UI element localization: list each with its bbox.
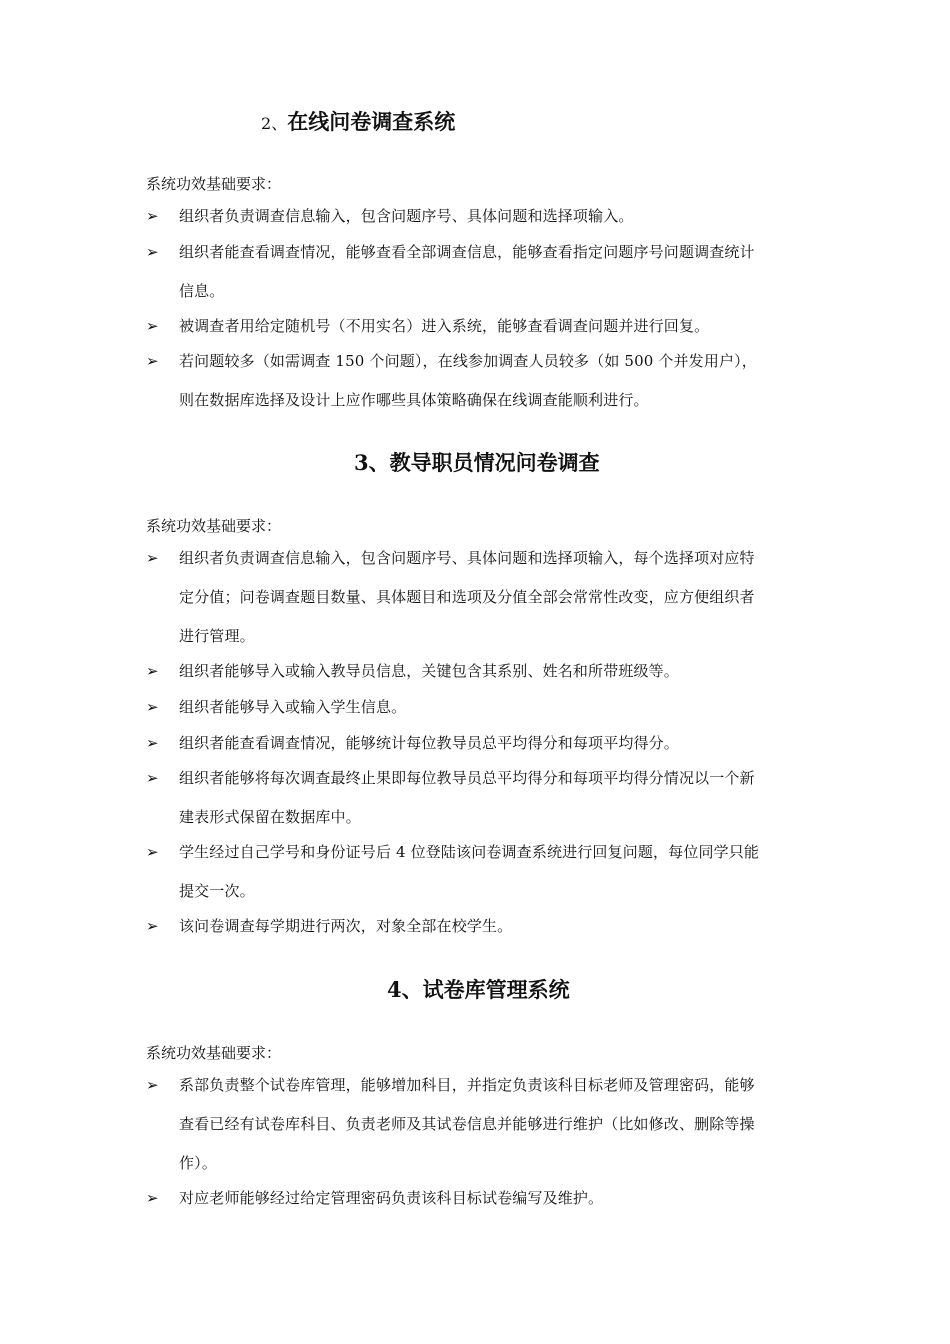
- bullet-arrow-icon: ➢: [146, 917, 159, 935]
- list-item-text: 定分值；问卷调查题目数量、具体题目和选项及分值全部会常常性改变，应方便组织者: [179, 588, 755, 606]
- bullet-arrow-icon: ➢: [146, 207, 159, 225]
- list-item: [146, 206, 826, 228]
- section-intro: 系统功效基础要求：: [146, 517, 282, 535]
- bullet-arrow-icon: ➢: [146, 317, 159, 335]
- section-heading-4: [387, 974, 570, 1004]
- bullet-arrow-icon: ➢: [146, 1189, 159, 1207]
- list-item-text: 组织者能查看调查情况，能够统计每位教导员总平均得分和每项平均得分。: [179, 734, 679, 752]
- list-item-text: 组织者能够导入或输入教导员信息，关键包含其系别、姓名和所带班级等。: [179, 662, 679, 680]
- list-item-text: 对应老师能够经过给定管理密码负责该科目标试卷编写及维护。: [179, 1189, 604, 1207]
- section-separator: 、: [368, 450, 390, 475]
- list-item-text: 组织者负责调查信息输入，包含问题序号、具体问题和选择项输入。: [179, 207, 634, 225]
- bullet-arrow-icon: ➢: [146, 698, 159, 716]
- bullet-arrow-icon: ➢: [146, 352, 159, 370]
- bullet-arrow-icon: ➢: [146, 1076, 159, 1094]
- list-item-text: 被调查者用给定随机号（不用实名）进入系统，能够查看调查问题并进行回复。: [179, 317, 710, 335]
- bullet-arrow-icon: ➢: [146, 243, 159, 261]
- list-item-text: 组织者能够将每次调查最终止果即每位教导员总平均得分和每项平均得分情况以一个新: [179, 769, 755, 787]
- section-title: 试卷库管理系统: [422, 977, 570, 1002]
- list-item-text: 信息。: [179, 282, 225, 300]
- section-title: 在线问卷调查系统: [287, 109, 456, 134]
- list-item: [146, 697, 826, 719]
- list-item-text: 则在数据库选择及设计上应作哪些具体策略确保在线调查能顺利进行。: [179, 391, 649, 409]
- section-intro: 系统功效基础要求：: [146, 1044, 282, 1062]
- section-separator: 、: [271, 114, 288, 133]
- list-item: [146, 242, 826, 302]
- section-heading-3: [354, 447, 600, 477]
- list-item: [146, 1188, 826, 1210]
- section-number: 2: [261, 114, 272, 133]
- list-item: [146, 916, 826, 938]
- list-item-text: 组织者能查看调查情况，能够查看全部调查信息，能够查看指定问题序号问题调查统计: [179, 243, 755, 261]
- list-item-text: 组织者能够导入或输入学生信息。: [179, 698, 407, 716]
- list-item-text: 作）。: [179, 1154, 217, 1172]
- list-item: [146, 1075, 826, 1175]
- list-item: [146, 316, 826, 338]
- section-separator: 、: [401, 977, 423, 1002]
- list-item-text: 该问卷调查每学期进行两次，对象全部在校学生。: [179, 917, 513, 935]
- list-item: [146, 768, 826, 828]
- bullet-arrow-icon: ➢: [146, 549, 159, 567]
- section-number: 3: [354, 450, 369, 475]
- list-item-text: 学生经过自己学号和身份证号后 4 位登陆该问卷调查系统进行回复问题，每位同学只能: [179, 843, 760, 861]
- list-item-text: 查看已经有试卷库科目、负责老师及其试卷信息并能够进行维护（比如修改、删除等操: [179, 1115, 755, 1133]
- list-item: [146, 661, 826, 683]
- list-item-text: 系部负责整个试卷库管理，能够增加科目，并指定负责该科目标老师及管理密码，能够: [179, 1076, 755, 1094]
- list-item-text: 建表形式保留在数据库中。: [179, 808, 361, 826]
- bullet-arrow-icon: ➢: [146, 662, 159, 680]
- bullet-arrow-icon: ➢: [146, 734, 159, 752]
- list-item-text: 组织者负责调查信息输入，包含问题序号、具体问题和选择项输入，每个选择项对应特: [179, 549, 755, 567]
- list-item: [146, 842, 826, 902]
- list-item: [146, 733, 826, 755]
- list-item-text: 若问题较多（如需调查 150 个问题），在线参加调查人员较多（如 500 个并发用户），: [179, 352, 757, 370]
- list-item: [146, 548, 826, 648]
- section-heading-2: [261, 106, 455, 136]
- list-item-text: 进行管理。: [179, 627, 255, 645]
- bullet-arrow-icon: ➢: [146, 769, 159, 787]
- list-item-text: 提交一次。: [179, 882, 255, 900]
- list-item: [146, 351, 826, 411]
- section-intro: 系统功效基础要求：: [146, 175, 282, 193]
- bullet-arrow-icon: ➢: [146, 843, 159, 861]
- section-number: 4: [387, 977, 402, 1002]
- section-title: 教导职员情况问卷调查: [389, 450, 600, 475]
